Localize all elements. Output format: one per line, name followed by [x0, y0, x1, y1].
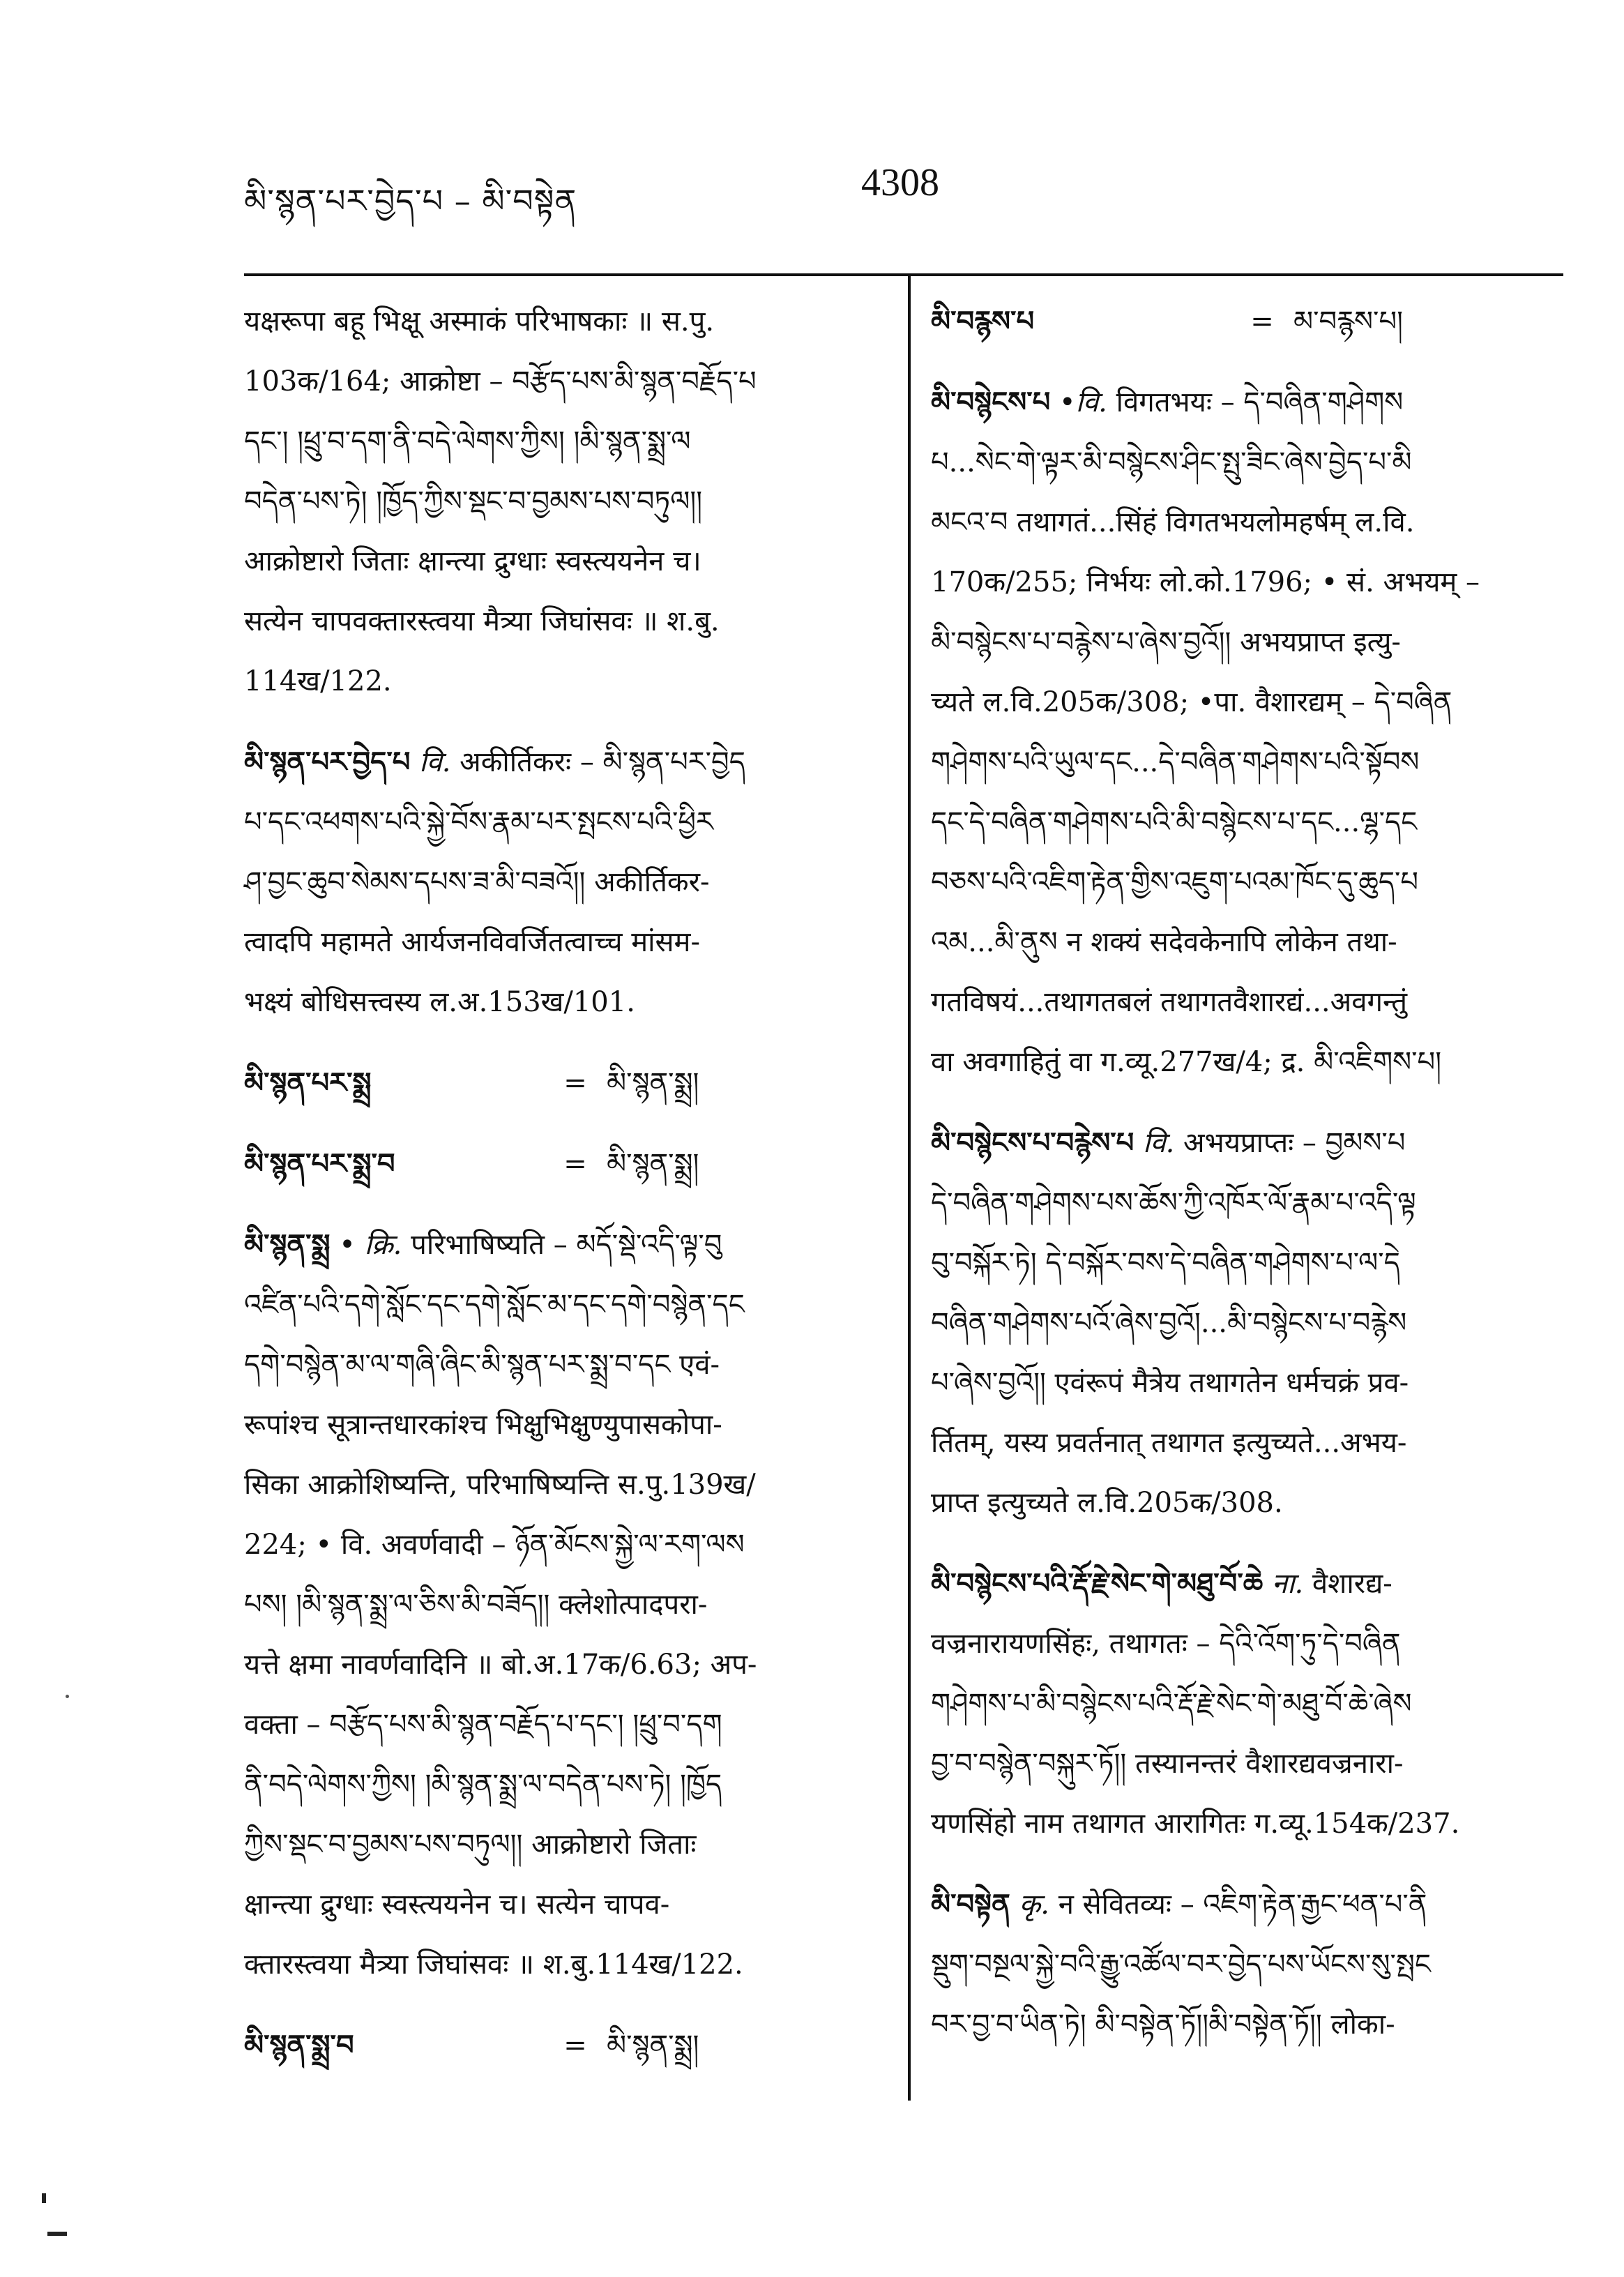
grammar-tag: •वि.	[1058, 386, 1107, 418]
entry-headword: མི་སྙན་པར་སྨྲ་བ	[244, 1147, 395, 1180]
running-head: མི་སྙན་པར་བྱེད་པ – མི་བསྟེན	[244, 182, 577, 220]
page-number: 4308	[861, 161, 939, 204]
entry-line: ནི་བདེ་ལེགས་ཀྱིས། །མི་སྙན་སྨྲ་ལ་བདེན་པས་ཏེ། །ཁྱོད	[244, 1769, 722, 1801]
grammar-tag: कृ.	[1019, 1889, 1049, 1921]
entry-line: དགེ་བསྙེན་མ་ལ་གཞི་ཞིང་མི་སྙན་པར་སྨྲ་བ་དང एवं-	[244, 1349, 720, 1381]
entry-line: क्षान्त्या द्रुग्धाः स्वस्त्ययनेन च। सत्येन चापव-	[244, 1889, 670, 1921]
grammar-tag: • क्रि.	[339, 1229, 402, 1261]
entry-line: འམ...མི་ནུས न शक्यं सदेवकेनापि लोकेन तथा-	[931, 926, 1397, 958]
entry-line: अभयप्राप्तः – བྱམས་པ	[1183, 1127, 1406, 1159]
equals-sign: =	[1250, 305, 1274, 338]
entry-line: क्तारस्त्वया मैत्र्या जिघांसवः ॥ श.बु.114ख/122.	[244, 1949, 743, 1981]
entry-line: च्यते ल.वि.205क/308; •पा. वैशारद्यम् – དེ་བཞིན	[931, 686, 1452, 718]
entry-line: བྱ་བ་བསྙེན་བསྐུར་ཏོ།། तस्यानन्तरं वैशारद्यवज्रनारा-	[931, 1748, 1404, 1780]
entry-line: प्राप्त इत्युच्यते ल.वि.205क/308.	[931, 1487, 1283, 1519]
grammar-tag: ना.	[1271, 1568, 1304, 1600]
scan-mark	[42, 2193, 46, 2203]
entry-line: བཅས་པའི་འཇིག་རྟེན་གྱིས་འཇུག་པའམ་ཁོང་དུ་ཆུད་པ	[931, 866, 1419, 898]
equals-sign: =	[563, 1067, 587, 1099]
entry-headword: མི་སྙན་པར་བྱེད་པ	[244, 746, 411, 778]
entry-headword: མི་བསྙེངས་པ	[931, 386, 1051, 418]
entry-line: བར་བྱ་བ་ཡིན་ཏེ། མི་བསྟེན་ཏོ།།མི་བསྟེན་ཏོ།། लोका-	[931, 2009, 1395, 2041]
right-column	[931, 292, 1565, 2075]
entry-line: ཀྱིས་སྡང་བ་བྱམས་པས་བཏུལ།། आक्रोष्टारो जिताः	[244, 1829, 697, 1861]
dictionary-entry	[931, 1875, 1565, 2055]
cross-reference-entry	[244, 1134, 872, 1194]
left-column	[244, 292, 872, 2096]
entry-line: པ་ཞེས་བྱའོ།། एवंरूपं मैत्रेय तथागतेन धर्मचक्रं प्रव-	[931, 1367, 1409, 1399]
cross-reference-target: མི་སྙན་སྨྲ།	[607, 2029, 699, 2062]
entry-line: དང་དེ་བཞིན་གཤེགས་པའི་མི་བསྙེངས་པ་དང...ལྷ་དང	[931, 806, 1418, 838]
scan-mark	[47, 2232, 67, 2236]
entry-line: ཤ་བྱང་ཆུབ་སེམས་དཔས་ཟ་མི་བཟའོ།། अकीर्तिकर-	[244, 866, 710, 898]
entry-line: गतविषयं...तथागतबलं तथागतवैशारद्यं...अवगन्तुं	[931, 986, 1408, 1018]
entry-headword: མི་སྙན་སྨྲ་བ	[244, 2029, 354, 2062]
entry-line: र्तितम्, यस्य प्रवर्तनात् तथागत इत्युच्यते...अभय-	[931, 1427, 1407, 1459]
grammar-tag: वि.	[1142, 1127, 1175, 1159]
grammar-tag: वि.	[419, 746, 451, 778]
entry-headword: མི་སྙན་པར་སྨྲ	[244, 1066, 372, 1099]
cross-reference-target: མི་སྙན་སྨྲ།	[607, 1067, 699, 1099]
entry-line: འཛིན་པའི་དགེ་སློང་དང་དགེ་སློང་མ་དང་དགེ་བསྙེན་དང	[244, 1289, 745, 1321]
entry-headword: མི་བརྙས་པ	[931, 305, 1035, 338]
entry-line: भक्ष्यं बोधिसत्त्वस्य ल.अ.153ख/101.	[244, 986, 635, 1018]
entry-line: वा अवगाहितुं वा ग.व्यू.277ख/4; द्र. མི་འཇིགས་པ།	[931, 1046, 1442, 1078]
dictionary-entry	[931, 1554, 1565, 1854]
cross-reference-entry	[244, 2015, 872, 2075]
entry-line: པས། །མི་སྙན་སྨྲ་ལ་ཅིས་མི་བཟོད།། क्लेशोत्पादपरा-	[244, 1589, 708, 1621]
column-divider	[908, 273, 911, 2101]
entry-line: आक्रोष्टारो जिताः क्षान्त्या द्रुग्धाः स्वस्त्ययनेन च।	[244, 545, 701, 577]
entry-line: त्वादपि महामते आर्यजनविवर्जितत्वाच्च मांसम-	[244, 926, 700, 958]
header-rule	[244, 273, 1563, 276]
cross-reference-target: མི་སྙན་སྨྲ།	[607, 1148, 699, 1180]
entry-continuation	[244, 292, 872, 711]
entry-line: པ་དང་འཕགས་པའི་སྐྱེ་བོས་རྣམ་པར་སྤངས་པའི་ཕྱིར	[244, 806, 713, 838]
dictionary-entry	[931, 1113, 1565, 1533]
entry-line: བཞིན་གཤེགས་པའོ་ཞེས་བྱའོ།...མི་བསྙེངས་པ་བརྙེས	[931, 1307, 1407, 1339]
equals-sign: =	[563, 1148, 587, 1180]
entry-line: བདེན་པས་ཏེ། །ཁྱོད་ཀྱིས་སྡང་བ་བྱམས་པས་བཏུལ།།	[244, 485, 703, 517]
entry-line: सिका आक्रोशिष्यन्ति, परिभाषिष्यन्ति स.पु.139ख/	[244, 1469, 756, 1501]
cross-reference-entry	[931, 292, 1565, 351]
entry-line: གཤེགས་པ་མི་བསྙེངས་པའི་རྡོ་རྗེ་སེང་གེ་མཐུ་བོ་ཆེ་ཞེས	[931, 1688, 1412, 1720]
entry-line: སྡུག་བསྔལ་སྐྱེ་བའི་རྒྱུ་འཚོལ་བར་བྱེད་པས་ཡོངས་སུ་སྤང	[931, 1949, 1431, 1981]
scan-speck	[66, 1695, 69, 1698]
entry-line: विगतभयः – དེ་བཞིན་གཤེགས	[1116, 386, 1404, 418]
entry-line: དེ་བཞིན་གཤེགས་པས་ཆོས་ཀྱི་འཁོར་ལོ་རྣམ་པ་འདི་ལྟ	[931, 1187, 1416, 1219]
entry-line: परिभाषिष्यति – མདོ་སྡེ་འདི་ལྟ་བུ	[411, 1229, 722, 1261]
entry-line: བུ་བསྐོར་ཏེ། དེ་བསྐོར་བས་དེ་བཞིན་གཤེགས་པ་ལ་དེ	[931, 1247, 1400, 1279]
entry-line: वज्रनारायणसिंहः, तथागतः – དེའི་འོག་ཏུ་དེ་བཞིན	[931, 1628, 1401, 1660]
dictionary-entry	[244, 732, 872, 1032]
entry-line: གཤེགས་པའི་ཡུལ་དང...དེ་བཞིན་གཤེགས་པའི་སྟོབས	[931, 746, 1420, 778]
entry-line: यत्ते क्षमा नावर्णवादिनि ॥ बो.अ.17क/6.63; अप-	[244, 1649, 757, 1681]
entry-headword: མི་བསྙེངས་པ་བརྙེས་པ	[931, 1126, 1134, 1159]
entry-line: सत्येन चापवक्तारस्त्वया मैत्र्या जिघांसवः ॥ श.बु.	[244, 605, 720, 637]
entry-line: 114ख/122.	[244, 665, 392, 697]
entry-line: མི་བསྙེངས་པ་བརྙེས་པ་ཞེས་བྱའོ།། अभयप्राप्त इत्यु-	[931, 626, 1401, 658]
entry-line: वक्ता – བརྩོད་པས་མི་སྙན་བརྗོད་པ་དང་། །ཕྲུ་བ་དག	[244, 1709, 722, 1741]
entry-headword: མི་བསྙེངས་པའི་རྡོ་རྗེ་སེང་གེ་མཐུ་བོ་ཆེ	[931, 1567, 1263, 1600]
entry-line: དང་། །ཕྲུ་བ་དག་ནི་བདེ་ལེགས་ཀྱིས། །མི་སྙན་སྨྲ་ལ	[244, 425, 691, 457]
entry-headword: མི་སྙན་སྨྲ	[244, 1228, 331, 1261]
entry-line: 224; • वि. अवर्णवादी – ཉོན་མོངས་སྐྱེ་ལ་རག་ལས	[244, 1529, 745, 1561]
equals-sign: =	[563, 2029, 587, 2062]
entry-line: रूपांश्च सूत्रान्तधारकांश्च भिक्षुभिक्षुण्युपासकोपा-	[244, 1409, 722, 1441]
cross-reference-entry	[244, 1053, 872, 1113]
entry-headword: མི་བསྟེན	[931, 1888, 1010, 1921]
entry-line: यक्षरूपा बहू भिक्षू अस्माकं परिभाषकाः ॥ स.पु.	[244, 305, 715, 338]
entry-line: 103क/164; आक्रोष्टा – བརྩོད་པས་མི་སྙན་བརྗོད་པ	[244, 365, 757, 398]
entry-line: མངའ་བ तथागतं...सिंहं विगतभयलोमहर्षम् ल.वि.	[931, 506, 1415, 538]
entry-line: वैशारद्य-	[1312, 1568, 1392, 1600]
entry-line: न सेवितव्यः – འཇིག་རྟེན་རྒྱང་ཕན་པ་ནི	[1058, 1889, 1427, 1921]
dictionary-entry	[931, 372, 1565, 1092]
dictionary-entry	[244, 1215, 872, 1995]
entry-line: པ...སེང་གེ་ལྟར་མི་བསྙེངས་ཤིང་སྤུ་ཟིང་ཞེས་བྱེད་པ་མི	[931, 446, 1412, 478]
entry-line: यणसिंहो नाम तथागत आरागितः ग.व्यू.154क/237.	[931, 1808, 1460, 1840]
entry-line: अकीर्तिकरः – མི་སྙན་པར་བྱེད	[460, 746, 745, 778]
entry-line: 170क/255; निर्भयः लो.को.1796; • सं. अभयम् –	[931, 566, 1480, 598]
cross-reference-target: མ་བརྙས་པ།	[1293, 305, 1403, 338]
